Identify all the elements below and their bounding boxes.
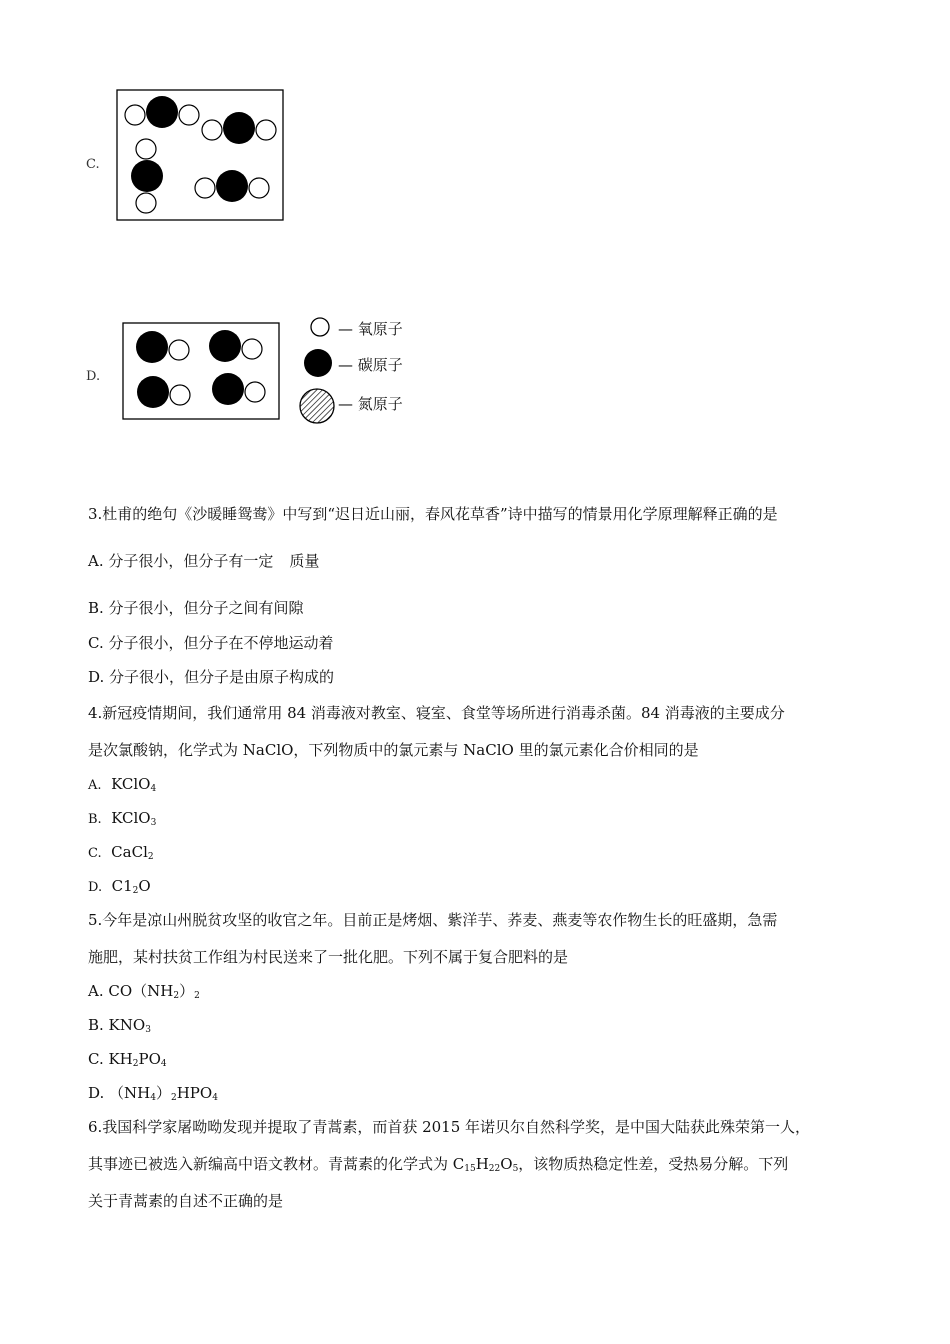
carbon-atom xyxy=(216,170,248,202)
q5-option-d-sub2: 2 xyxy=(170,1093,177,1103)
q4-option-d-formula-2: O xyxy=(138,877,151,895)
carbon-atom xyxy=(131,160,163,192)
q4-option-b-formula: KClO xyxy=(111,809,151,827)
q4-option-a-formula: KClO xyxy=(111,775,151,793)
q5-option-d xyxy=(88,1083,218,1108)
nitrogen-legend-icon xyxy=(300,389,334,423)
oxygen-atom xyxy=(249,178,269,198)
oxygen-atom xyxy=(245,382,265,402)
q6-line2-sub1: 15 xyxy=(464,1164,476,1174)
q4-option-c-formula: CaCl xyxy=(111,843,148,861)
q6-line2-sub2: 22 xyxy=(488,1164,501,1174)
q5-option-a xyxy=(88,981,200,1006)
carbon-atom xyxy=(136,331,168,363)
option-c-label: C. xyxy=(86,157,100,172)
q5-option-a-part2: ） xyxy=(179,982,195,1000)
q6-line2-part-c: O xyxy=(500,1155,513,1173)
q5-option-b-part1: B. KNO xyxy=(88,1016,146,1034)
carbon-atom xyxy=(209,330,241,362)
q5-option-c-part1: C. KH xyxy=(88,1050,133,1068)
q5-option-d-part2: ） xyxy=(155,1084,171,1102)
oxygen-atom xyxy=(242,339,262,359)
q5-option-b xyxy=(88,1015,151,1040)
q6-stem-line1: 6.我国科学家屠呦呦发现并提取了青蒿素，而首获 2015 年诺贝尔自然科学奖，是中国大陆获此殊荣第一人， xyxy=(88,1118,811,1136)
q4-option-b-sub: 3 xyxy=(150,818,157,828)
q3-option-a-text: A. 分子很小，但分子有一定 xyxy=(88,552,274,570)
q3-option-c: C. 分子很小，但分子在不停地运动着 xyxy=(88,634,334,652)
q6-line2-part-a: 其事迹已被选入新编高中语文教材。青蒿素的化学式为 C xyxy=(88,1155,465,1173)
oxygen-atom xyxy=(202,120,222,140)
carbon-legend-icon xyxy=(304,349,332,377)
oxygen-legend-icon xyxy=(311,318,329,336)
oxygen-atom xyxy=(169,340,189,360)
carbon-atom xyxy=(146,96,178,128)
q5-option-c-sub1: 2 xyxy=(132,1059,139,1069)
q5-option-d-part1: D. （NH xyxy=(88,1084,151,1102)
q4-option-d-sub: 2 xyxy=(132,886,139,896)
q4-option-b-label: B. xyxy=(88,812,102,827)
q5-stem-line1: 5.今年是凉山州脱贫攻坚的收官之年。目前正是烤烟、紫洋芋、荞麦、燕麦等农作物生长的旺盛期，急需 xyxy=(88,911,778,929)
q5-option-a-sub2: 2 xyxy=(194,991,200,1001)
q4-option-d-formula-1: C1 xyxy=(111,877,133,895)
oxygen-atom xyxy=(195,178,215,198)
q3-stem: 3.杜甫的绝句《沙暖睡鸳鸯》中写到“迟日近山丽，春风花草香”诗中描写的情景用化学原理解释正确的是 xyxy=(88,505,778,523)
q4-stem-line1: 4.新冠疫情期间，我们通常用 84 消毒液对教室、寝室、食堂等场所进行消毒杀菌。84 消毒液的主要成分 xyxy=(88,704,785,722)
q5-option-c-part2: PO xyxy=(138,1050,161,1068)
legend-oxygen-label: — 氧原子 xyxy=(338,320,403,338)
carbon-atom xyxy=(212,373,244,405)
option-c-diagram xyxy=(116,89,286,223)
q6-line2-sub3: 5 xyxy=(512,1164,519,1174)
q3-option-a-tail: 质量 xyxy=(289,552,320,570)
q3-option-a xyxy=(88,551,319,571)
q6-line2-part-d: ，该物质热稳定性差，受热易分解。下列 xyxy=(518,1155,789,1173)
q6-line2-part-b: H xyxy=(475,1155,489,1173)
oxygen-atom xyxy=(136,193,156,213)
legend-nitrogen-label: — 氮原子 xyxy=(338,395,403,413)
oxygen-atom xyxy=(136,139,156,159)
carbon-atom xyxy=(223,112,255,144)
q4-option-a xyxy=(88,774,156,799)
legend-carbon-label: — 碳原子 xyxy=(338,356,403,374)
option-d-diagram xyxy=(122,322,282,422)
q4-option-a-label: A. xyxy=(88,778,102,793)
q3-option-b: B. 分子很小，但分子之间有间隙 xyxy=(88,599,304,617)
q5-option-d-sub1: 4 xyxy=(150,1093,156,1103)
q5-option-a-part1: A. CO（NH xyxy=(88,982,174,1000)
q4-option-c-label: C. xyxy=(88,846,102,861)
carbon-atom xyxy=(137,376,169,408)
q4-option-b xyxy=(88,808,156,833)
q6-stem-line2 xyxy=(88,1154,788,1179)
legend-icons xyxy=(296,314,336,426)
q5-option-d-part3: HPO xyxy=(176,1084,213,1102)
oxygen-atom xyxy=(125,105,145,125)
q4-option-c xyxy=(88,842,154,867)
option-d-label: D. xyxy=(86,369,101,384)
oxygen-atom xyxy=(170,385,190,405)
q4-stem-line2: 是次氯酸钠，化学式为 NaClO，下列物质中的氯元素与 NaClO 里的氯元素化合价相同的是 xyxy=(88,741,699,759)
q6-stem-line3: 关于青蒿素的自述不正确的是 xyxy=(88,1192,284,1210)
q3-option-d: D. 分子很小，但分子是由原子构成的 xyxy=(88,668,335,686)
q4-option-a-sub: 4 xyxy=(150,784,157,794)
oxygen-atom xyxy=(179,105,199,125)
q4-option-c-sub: 2 xyxy=(147,852,154,862)
q5-option-c xyxy=(88,1049,167,1074)
q4-option-d-label: D. xyxy=(88,880,103,895)
q5-option-b-sub: 3 xyxy=(145,1025,151,1035)
q5-option-a-sub1: 2 xyxy=(173,991,180,1001)
q5-option-c-sub2: 4 xyxy=(160,1059,167,1069)
q4-option-d xyxy=(88,876,151,901)
q5-option-d-sub3: 4 xyxy=(212,1093,218,1103)
q5-stem-line2: 施肥，某村扶贫工作组为村民送来了一批化肥。下列不属于复合肥料的是 xyxy=(88,948,569,966)
oxygen-atom xyxy=(256,120,276,140)
